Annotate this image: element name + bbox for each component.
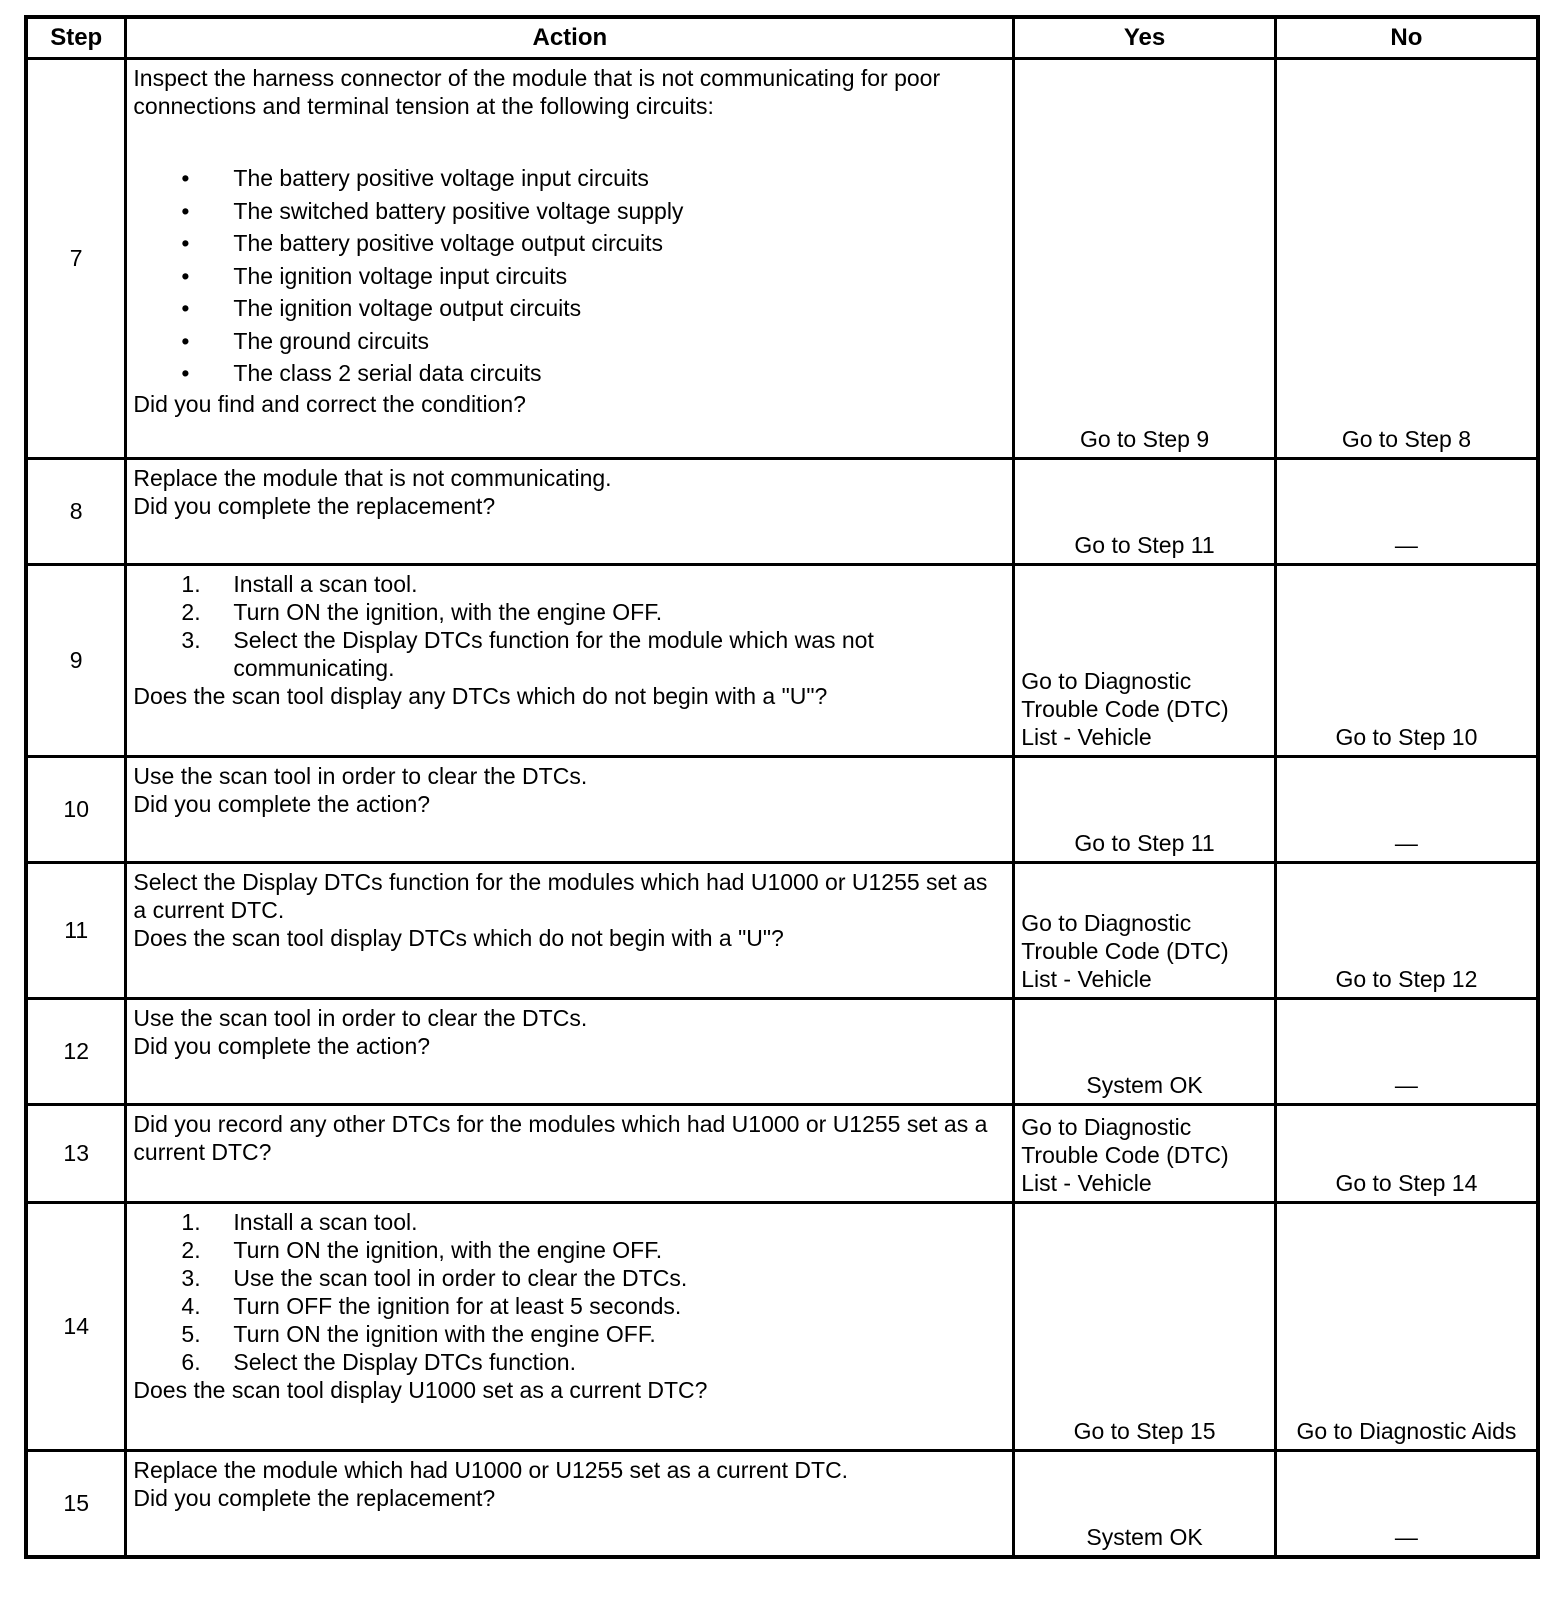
list-item: 6. Select the Display DTCs function. bbox=[181, 1349, 576, 1375]
table-row bbox=[26, 863, 1538, 999]
list-item: • The switched battery positive voltage supply bbox=[181, 197, 684, 224]
list-item: 3. Select the Display DTCs function for the module which was not communicating. bbox=[181, 627, 874, 681]
yes-cell: Go to Diagnostic Trouble Code (DTC) List - Vehicle bbox=[1014, 863, 1276, 999]
action-question: Did you complete the action? bbox=[133, 1033, 431, 1059]
step-number: 14 bbox=[26, 1203, 126, 1451]
no-cell: — bbox=[1275, 459, 1538, 565]
action-question: Did you complete the replacement? bbox=[133, 493, 496, 519]
list-item: 1. Install a scan tool. bbox=[181, 571, 418, 597]
action-question: Does the scan tool display any DTCs which do not begin with a "U"? bbox=[133, 683, 828, 709]
step-number: 10 bbox=[26, 757, 126, 863]
action-text: Did you record any other DTCs for the modules which had U1000 or U1255 set as a current DTC? bbox=[133, 1111, 988, 1165]
step-number: 13 bbox=[26, 1105, 126, 1203]
action-cell bbox=[126, 757, 1014, 863]
step-number: 9 bbox=[26, 565, 126, 757]
table-row bbox=[26, 999, 1538, 1105]
action-question: Does the scan tool display U1000 set as a current DTC? bbox=[133, 1377, 708, 1403]
no-cell: Go to Step 14 bbox=[1275, 1105, 1538, 1203]
table-row bbox=[26, 565, 1538, 757]
action-cell bbox=[126, 1451, 1014, 1557]
list-item: 2. Turn ON the ignition, with the engine OFF. bbox=[181, 1237, 663, 1263]
list-item: • The ground circuits bbox=[181, 327, 429, 354]
list-item: 1. Install a scan tool. bbox=[181, 1209, 418, 1235]
header-row bbox=[26, 17, 1538, 59]
action-cell bbox=[126, 565, 1014, 757]
action-cell bbox=[126, 1105, 1014, 1203]
action-cell bbox=[126, 1203, 1014, 1451]
action-text: Replace the module which had U1000 or U1255 set as a current DTC. bbox=[133, 1457, 849, 1483]
yes-cell: Go to Diagnostic Trouble Code (DTC) List - Vehicle bbox=[1014, 565, 1276, 757]
no-cell: Go to Step 12 bbox=[1275, 863, 1538, 999]
list-item: 2. Turn ON the ignition, with the engine OFF. bbox=[181, 599, 663, 625]
list-item: 4. Turn OFF the ignition for at least 5 seconds. bbox=[181, 1293, 682, 1319]
action-text: Inspect the harness connector of the module that is not communicating for poor connections and terminal tension at the following circuits: bbox=[133, 65, 941, 119]
action-cell bbox=[126, 999, 1014, 1105]
action-text: Select the Display DTCs function for the modules which had U1000 or U1255 set as a current DTC. bbox=[133, 869, 988, 923]
yes-cell: Go to Step 9 bbox=[1014, 59, 1276, 459]
action-question: Does the scan tool display DTCs which do not begin with a "U"? bbox=[133, 925, 784, 951]
header-action: Action bbox=[126, 17, 1014, 59]
list-item: • The battery positive voltage output circuits bbox=[181, 230, 663, 256]
action-question: Did you complete the replacement? bbox=[133, 1485, 496, 1511]
no-cell: Go to Step 10 bbox=[1275, 565, 1538, 757]
action-cell bbox=[126, 863, 1014, 999]
no-cell: Go to Step 8 bbox=[1275, 59, 1538, 459]
action-text: Use the scan tool in order to clear the DTCs. bbox=[133, 763, 588, 789]
action-text: Replace the module that is not communicating. bbox=[133, 465, 612, 491]
table-row bbox=[26, 757, 1538, 863]
diagnostic-table bbox=[24, 15, 1540, 1559]
step-number: 15 bbox=[26, 1451, 126, 1557]
action-cell bbox=[126, 59, 1014, 459]
table-row bbox=[26, 1105, 1538, 1203]
list-item: 3. Use the scan tool in order to clear the DTCs. bbox=[181, 1265, 688, 1291]
step-number: 8 bbox=[26, 459, 126, 565]
action-text: Use the scan tool in order to clear the DTCs. bbox=[133, 1005, 588, 1031]
header-yes: Yes bbox=[1014, 17, 1276, 59]
procedure-list bbox=[133, 1208, 1006, 1376]
action-question: Did you complete the action? bbox=[133, 791, 431, 817]
action-question: Did you find and correct the condition? bbox=[133, 390, 526, 417]
no-cell: — bbox=[1275, 999, 1538, 1105]
list-item: • The ignition voltage input circuits bbox=[181, 262, 568, 289]
no-cell: — bbox=[1275, 757, 1538, 863]
yes-cell: Go to Step 11 bbox=[1014, 757, 1276, 863]
table-row bbox=[26, 459, 1538, 565]
no-cell: Go to Diagnostic Aids bbox=[1275, 1203, 1538, 1451]
yes-cell: Go to Diagnostic Trouble Code (DTC) List - Vehicle bbox=[1014, 1105, 1276, 1203]
step-number: 11 bbox=[26, 863, 126, 999]
yes-cell: System OK bbox=[1014, 1451, 1276, 1557]
list-item: • The class 2 serial data circuits bbox=[181, 360, 542, 386]
list-item: • The ignition voltage output circuits bbox=[181, 295, 582, 321]
table-row bbox=[26, 1203, 1538, 1451]
step-number: 12 bbox=[26, 999, 126, 1105]
table-row bbox=[26, 59, 1538, 459]
action-cell bbox=[126, 459, 1014, 565]
no-cell: — bbox=[1275, 1451, 1538, 1557]
circuit-list bbox=[133, 162, 1006, 390]
header-step: Step bbox=[26, 17, 126, 59]
table-row bbox=[26, 1451, 1538, 1557]
list-item: • The battery positive voltage input circuits bbox=[181, 165, 649, 191]
procedure-list bbox=[133, 570, 1006, 682]
list-item: 5. Turn ON the ignition with the engine OFF. bbox=[181, 1321, 656, 1347]
yes-cell: System OK bbox=[1014, 999, 1276, 1105]
step-number: 7 bbox=[26, 59, 126, 459]
yes-cell: Go to Step 15 bbox=[1014, 1203, 1276, 1451]
yes-cell: Go to Step 11 bbox=[1014, 459, 1276, 565]
header-no: No bbox=[1275, 17, 1538, 59]
